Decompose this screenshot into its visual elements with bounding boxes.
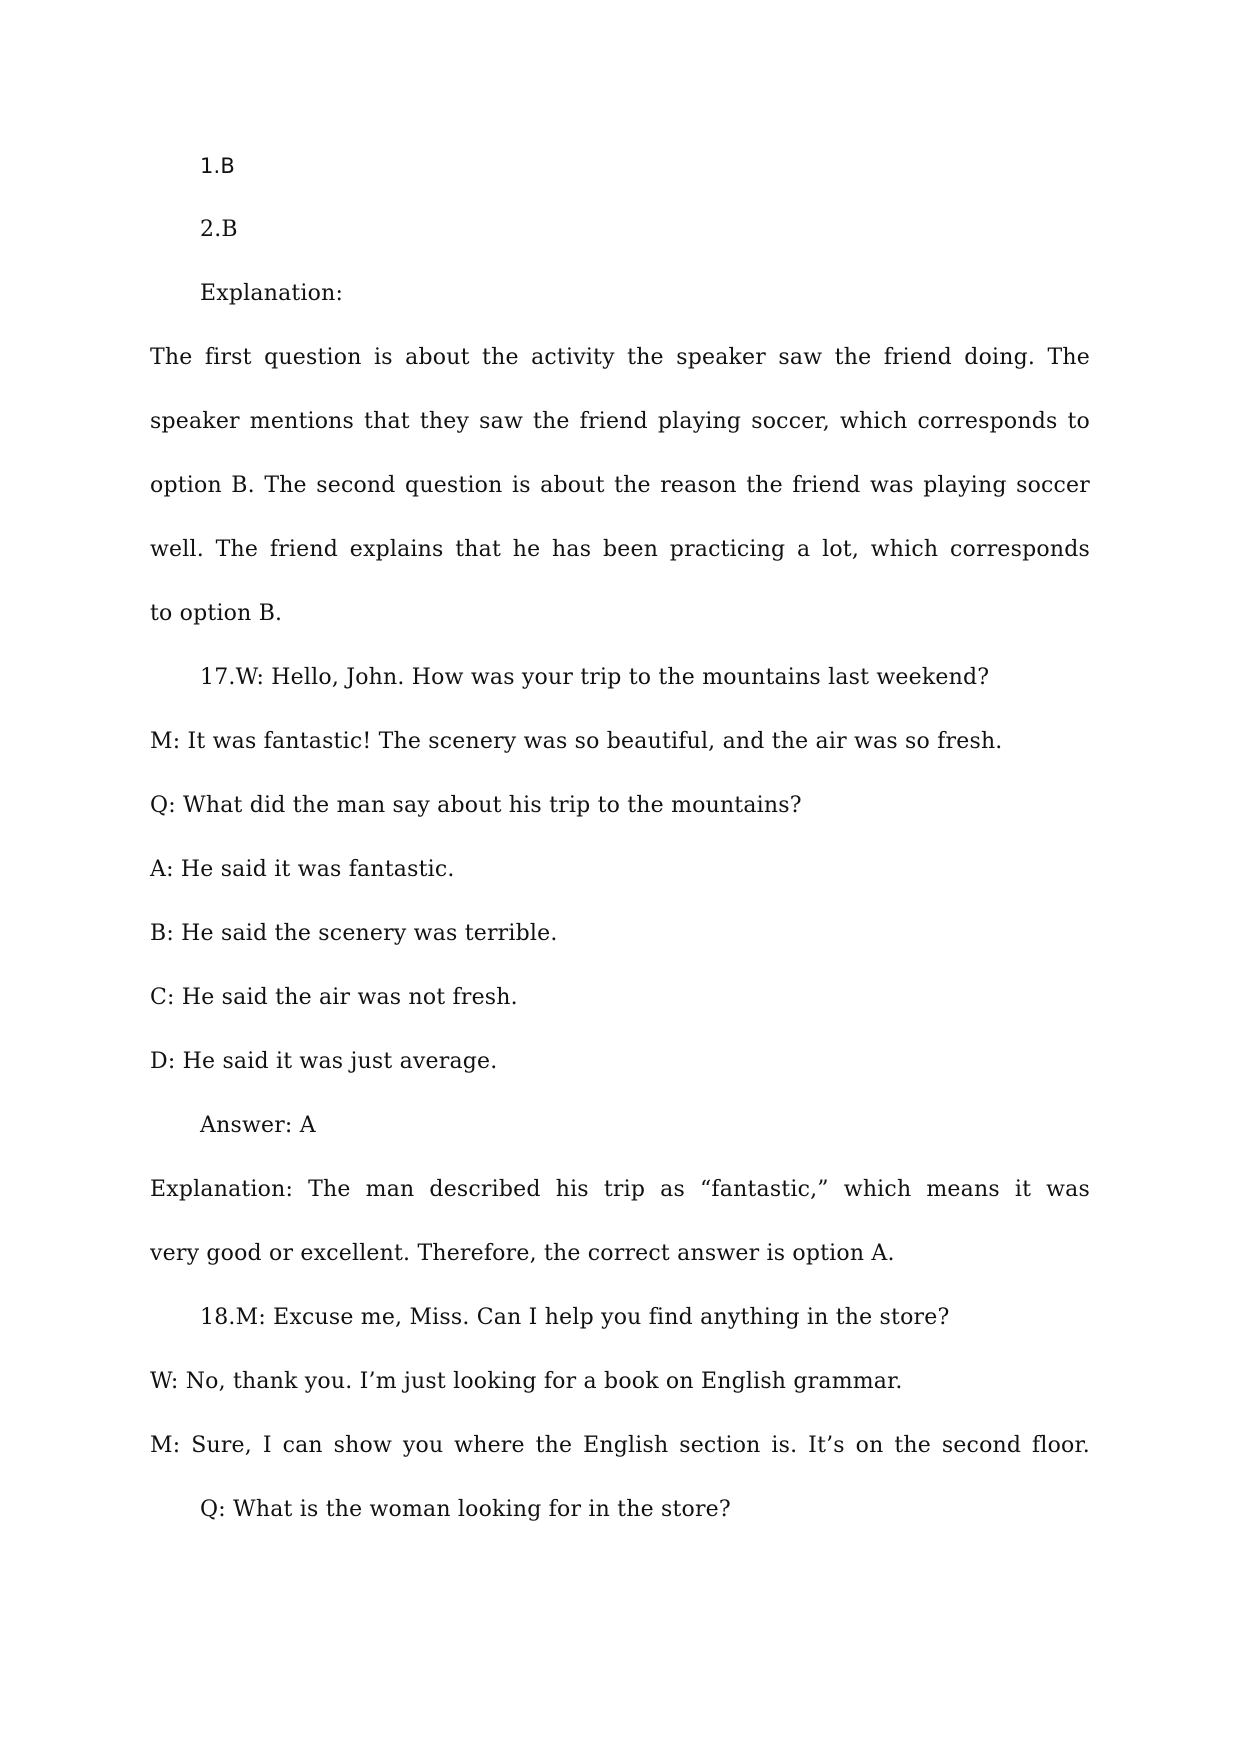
- paragraph-line: option B. The second question is about the reason the friend was playing soccer: [150, 473, 1090, 498]
- question-18-dialogue: 18.M: Excuse me, Miss. Can I help you find anything in the store?: [200, 1305, 950, 1330]
- explanation-line: very good or excellent. Therefore, the correct answer is option A.: [150, 1241, 895, 1266]
- explanation-heading: Explanation:: [200, 281, 344, 306]
- dialogue-line: M: It was fantastic! The scenery was so beautiful, and the air was so fresh.: [150, 729, 1003, 754]
- explanation-line: Explanation: The man described his trip as “fantastic,” which means it was: [150, 1177, 1090, 1202]
- answer-line-1: 1.B: [200, 154, 236, 178]
- question-line: Q: What did the man say about his trip to the mountains?: [150, 793, 802, 818]
- paragraph-line: to option B.: [150, 601, 283, 626]
- option-d: D: He said it was just average.: [150, 1049, 498, 1074]
- option-a: A: He said it was fantastic.: [150, 857, 455, 882]
- paragraph-line: speaker mentions that they saw the friend playing soccer, which corresponds to: [150, 409, 1090, 434]
- paragraph-line: The first question is about the activity the speaker saw the friend doing. The: [150, 345, 1090, 370]
- answer-line-2: 2.B: [200, 217, 238, 242]
- dialogue-line: W: No, thank you. I’m just looking for a book on English grammar.: [150, 1369, 903, 1394]
- option-b: B: He said the scenery was terrible.: [150, 921, 558, 946]
- question-17-dialogue: 17.W: Hello, John. How was your trip to the mountains last weekend?: [200, 665, 990, 690]
- question-line: Q: What is the woman looking for in the store?: [200, 1497, 731, 1522]
- paragraph-line: well. The friend explains that he has been practicing a lot, which corresponds: [150, 537, 1090, 562]
- dialogue-line: M: Sure, I can show you where the English section is. It’s on the second floor.: [150, 1433, 1090, 1458]
- option-c: C: He said the air was not fresh.: [150, 985, 518, 1010]
- answer-line: Answer: A: [200, 1113, 316, 1138]
